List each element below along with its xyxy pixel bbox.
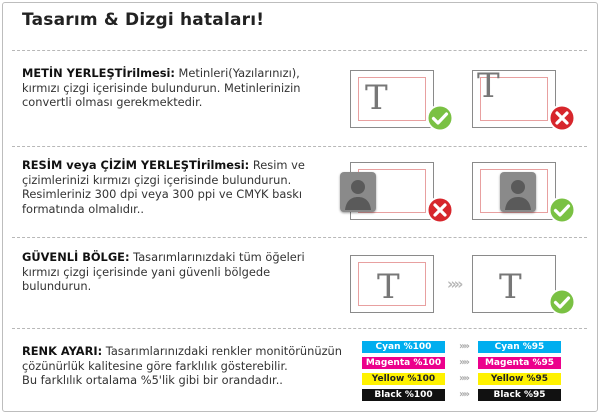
arrow-right-icon: »» — [459, 373, 468, 384]
text-line: convertli olması gerekmektedir. — [22, 95, 203, 109]
text-line: bulundurun. — [22, 279, 92, 293]
text-line: Resim ve — [249, 158, 305, 172]
text-line: Tasarımlarınızdaki renkler monitörünüzün — [102, 344, 342, 358]
text-glyph: T — [499, 267, 522, 307]
section-color-settings — [22, 344, 342, 388]
arrow-right-icon: »» — [447, 275, 461, 293]
color-chip-black-95: Black %95 — [478, 389, 561, 401]
color-chip-magenta-100: Magenta %100 — [362, 357, 445, 369]
cross-icon — [548, 104, 576, 132]
safe-zone-after-card — [472, 255, 556, 313]
check-icon — [426, 104, 454, 132]
page-title: Tasarım & Dizgi hataları! — [22, 10, 265, 30]
text-line: kırmızı çizgi içerisinde yani güvenli bölgede — [22, 264, 271, 279]
avatar-icon — [340, 172, 376, 212]
safe-zone-before-card — [350, 255, 434, 313]
section-heading: METİN YERLEŞTİrilmesi: — [22, 66, 175, 80]
text-line: formatında olmalıdır.. — [22, 201, 145, 216]
text-line: Bu farklılık ortalama %5'lik gibi bir orandadır.. — [22, 373, 283, 387]
color-chip-magenta-95: Magenta %95 — [478, 357, 561, 369]
avatar-icon — [500, 172, 536, 212]
section-heading: GÜVENLİ BÖLGE: — [22, 250, 130, 264]
text-glyph: T — [365, 78, 388, 118]
color-chip-yellow-100: Yellow %100 — [362, 373, 445, 385]
text-line: çizimlerinizi kırmızı çizgi içerisinde bulundurun. — [22, 172, 292, 187]
color-chip-cyan-100: Cyan %100 — [362, 341, 445, 353]
text-line: Tasarımlarınızdaki tüm öğeleri — [129, 250, 305, 264]
section-image-placement — [22, 158, 305, 216]
arrow-right-icon: »» — [459, 357, 468, 368]
color-chip-cyan-95: Cyan %95 — [478, 341, 561, 353]
text-line: kırmızı çizgi içerisinde bulundurun. Metinlerinizin — [22, 80, 301, 95]
arrow-right-icon: »» — [459, 341, 468, 352]
divider — [12, 237, 587, 238]
check-icon — [548, 196, 576, 224]
text-line: Metinleri(Yazılarınızı), — [174, 66, 300, 80]
divider — [12, 50, 587, 51]
color-chip-black-100: Black %100 — [362, 389, 445, 401]
section-safe-zone — [22, 250, 305, 294]
text-glyph: T — [477, 66, 500, 106]
check-icon — [548, 288, 576, 316]
text-placement-wrong-card — [472, 66, 556, 128]
text-glyph: T — [377, 267, 400, 307]
color-chip-yellow-95: Yellow %95 — [478, 373, 561, 385]
text-placement-correct-card — [350, 70, 434, 128]
divider — [12, 146, 587, 147]
section-heading: RENK AYARI: — [22, 344, 103, 358]
text-line: Resimleriniz 300 dpi veya 300 ppi ve CMYK baskı — [22, 187, 303, 201]
section-heading: RESİM veya ÇİZİM YERLEŞTİrilmesi: — [22, 158, 250, 172]
text-line: çözünürlük kalitesine göre farklılık gösterebilir. — [22, 358, 288, 373]
divider — [12, 328, 587, 329]
section-text-placement — [22, 66, 300, 110]
arrow-right-icon: »» — [459, 389, 468, 400]
cross-icon — [426, 196, 454, 224]
